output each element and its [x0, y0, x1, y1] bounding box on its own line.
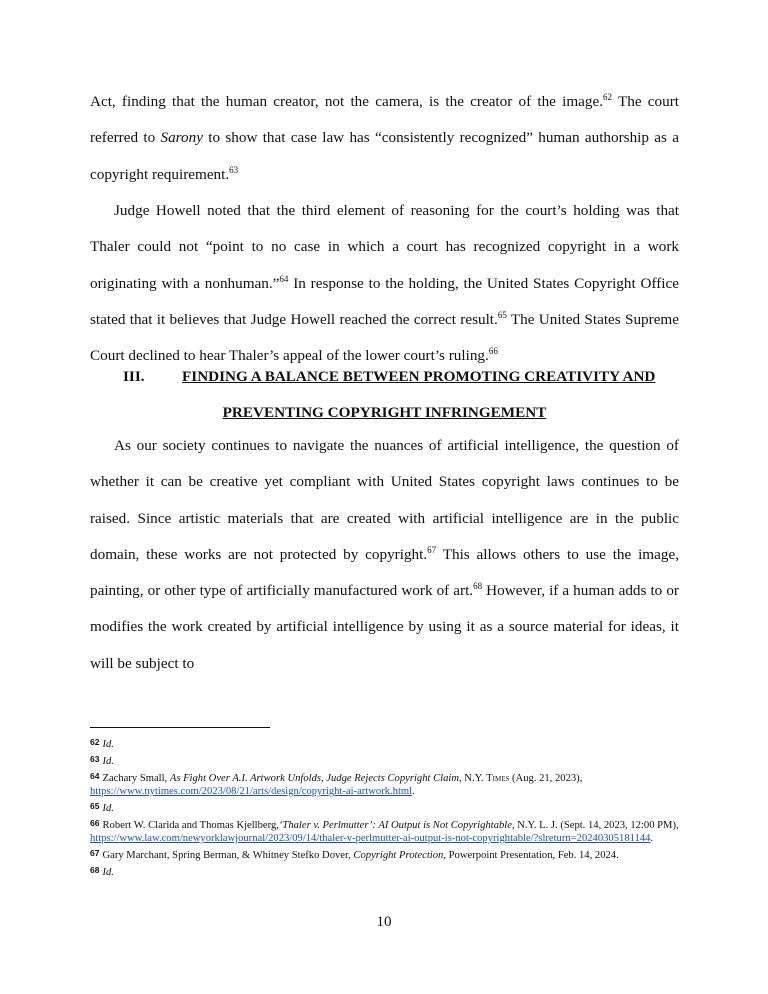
footnote-author: Gary Marchant, Spring Berman, & Whitney Stefko Dover,	[102, 850, 354, 862]
footnote-ref[interactable]: 62	[603, 92, 613, 102]
paragraph-text: Judge Howell noted that the third element of reasoning for the court’s holding was that Thaler could not “point to no case in which a court has recognized copyright in a work originating with a nonhuman.”	[90, 202, 679, 292]
footnote-number: 64	[90, 770, 100, 781]
footnote-punct: .	[650, 833, 654, 845]
footnote-text: N.Y. L. J. (Sept. 14, 2023, 12:00 PM),	[514, 819, 679, 831]
paragraph-text: This allows others to use the image, painting, or other type of artificially manufactured work of art.	[90, 545, 679, 600]
footnote	[90, 800, 690, 815]
footnote-number: 67	[90, 848, 100, 859]
footnote-title: As Fight Over A.I. Artwork Unfolds, Judge Rejects Copyright Claim,	[169, 772, 462, 784]
footnote-author: Robert W. Clarida and Thomas Kjellberg,	[102, 819, 279, 831]
footnote	[90, 736, 690, 751]
footnote-ref[interactable]: 67	[427, 544, 437, 555]
section-title-line2: PREVENTING COPYRIGHT INFRINGEMENT	[222, 404, 547, 421]
footnote-separator	[90, 727, 270, 728]
footnote	[90, 817, 690, 846]
paragraph-text: As our society continues to navigate the nuances of artificial intelligence, the question of whether it can be creative yet compliant with United States copyright laws continues to be raised. Since artistic materials that are created with artificial intelligence are in the public domain, these works are not protected by copyright.	[90, 437, 679, 563]
page-number: 10	[376, 914, 392, 930]
footnote	[90, 770, 690, 799]
footnote-text: Id.	[102, 866, 114, 878]
footnote-author: Zachary Small,	[102, 772, 170, 784]
paragraph-text: However, if a human adds to or modifies the work created by artificial intelligence by using it as a source material for ideas, it will be subject to	[90, 582, 679, 672]
footnote-title: ‘Thaler v. Perlmutter’: AI Output is Not Copyrightable,	[278, 819, 515, 831]
footnote-ref[interactable]: 68	[473, 581, 483, 592]
footnote-text: Id.	[102, 755, 114, 767]
footnote	[90, 847, 690, 862]
paragraph-text: Act, finding that the human creator, not the camera, is the creator of the image.	[90, 93, 604, 110]
paragraph-text: The United States Supreme Court declined to hear Thaler’s appeal of the lower court’s ruling.	[90, 310, 679, 365]
footnote-number: 65	[90, 800, 100, 811]
case-name: Sarony	[160, 129, 203, 147]
section-number: III.	[123, 368, 145, 385]
footnote-publisher: N.Y.	[461, 772, 487, 784]
footnote-text: , Powerpoint Presentation, Feb. 14, 2024.	[443, 850, 619, 862]
footnote-publisher: Times	[486, 772, 510, 784]
footnote-ref[interactable]: 65	[497, 309, 507, 320]
footnote-date: (Aug. 21, 2023),	[509, 772, 583, 784]
footnotes	[90, 736, 690, 881]
body-paragraph	[90, 84, 679, 193]
footnote-number: 68	[90, 864, 100, 875]
footnote-number: 62	[90, 737, 100, 747]
footnote-text: Id.	[102, 802, 114, 814]
body-paragraph	[90, 428, 679, 682]
footnote	[90, 753, 690, 768]
footnote-text: Id.	[102, 739, 114, 750]
section-title-line1: FINDING A BALANCE BETWEEN PROMOTING CREATIVITY AND	[182, 368, 656, 385]
body-paragraph	[90, 193, 679, 374]
footnote-ref[interactable]: 64	[279, 273, 289, 284]
section-heading-continued	[90, 404, 679, 422]
paragraph-text: In response to the holding, the United States Copyright Office stated that it believes that Judge Howell reached the correct result.	[90, 274, 679, 328]
footnote-ref[interactable]: 66	[488, 346, 498, 357]
footnote-title: Copyright Protection	[353, 850, 444, 862]
footnote-link[interactable]: https://www.nytimes.com/2023/08/21/arts/design/copyright-ai-artwork.html	[90, 786, 413, 798]
paragraph-text: The court referred to	[90, 93, 680, 147]
paragraph-text: to show that case law has “consistently recognized” human authorship as a copyright requirement.	[90, 129, 679, 183]
footnote-punct: .	[412, 786, 415, 798]
footnote-ref[interactable]: 63	[229, 164, 239, 175]
footnote	[90, 864, 690, 879]
footnote-number: 63	[90, 753, 100, 764]
footnote-number: 66	[90, 817, 100, 828]
footnote-link[interactable]: https://www.law.com/newyorklawjournal/2023/09/14/thaler-v-perlmutter-ai-output-is-not-copyrightable/?slreturn=20240305181144	[90, 833, 651, 845]
